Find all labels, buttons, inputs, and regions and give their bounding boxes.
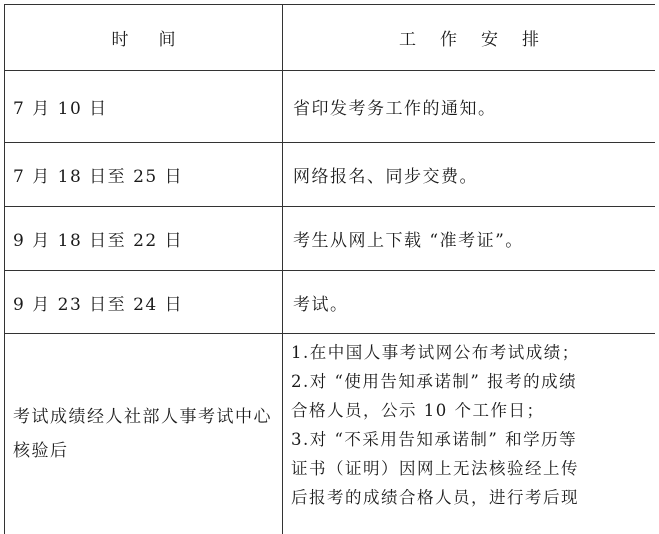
- work-cell: 考生从网上下载 “准考证”。: [282, 207, 655, 270]
- header-time-label: 时间: [111, 29, 206, 50]
- table-header-row: [4, 4, 655, 71]
- time-cell: 7 月 18 日至 25 日: [4, 143, 282, 206]
- work-line: 合格人员，公示 10 个工作日；: [291, 401, 545, 420]
- table-row: [4, 271, 655, 334]
- work-cell: [282, 334, 655, 534]
- work-line: 1.在中国人事考试网公布考试成绩；: [291, 343, 580, 362]
- work-line: 后报考的成绩合格人员，进行考后现: [291, 488, 579, 507]
- header-work-cell: [282, 4, 655, 70]
- time-cell: 9 月 23 日至 24 日: [4, 271, 282, 333]
- table-row: [4, 334, 655, 534]
- work-cell: 省印发考务工作的通知。: [282, 71, 655, 142]
- header-time-cell: [4, 4, 282, 70]
- table-row: [4, 207, 655, 271]
- time-cell: 7 月 10 日: [4, 71, 282, 142]
- work-cell: 考试。: [282, 271, 655, 333]
- time-cell: 考试成绩经人社部人事考试中心核验后: [4, 334, 282, 534]
- work-line: 2.对 “使用告知承诺制” 报考的成绩: [291, 372, 578, 391]
- header-work-label: 工作安排: [399, 29, 563, 50]
- work-line: 证书（证明）因网上无法核验经上传: [291, 459, 579, 478]
- table-row: [4, 143, 655, 207]
- table-row: [4, 71, 655, 143]
- work-line: 3.对 “不采用告知承诺制” 和学历等: [291, 430, 578, 449]
- time-cell: 9 月 18 日至 22 日: [4, 207, 282, 270]
- work-cell: 网络报名、同步交费。: [282, 143, 655, 206]
